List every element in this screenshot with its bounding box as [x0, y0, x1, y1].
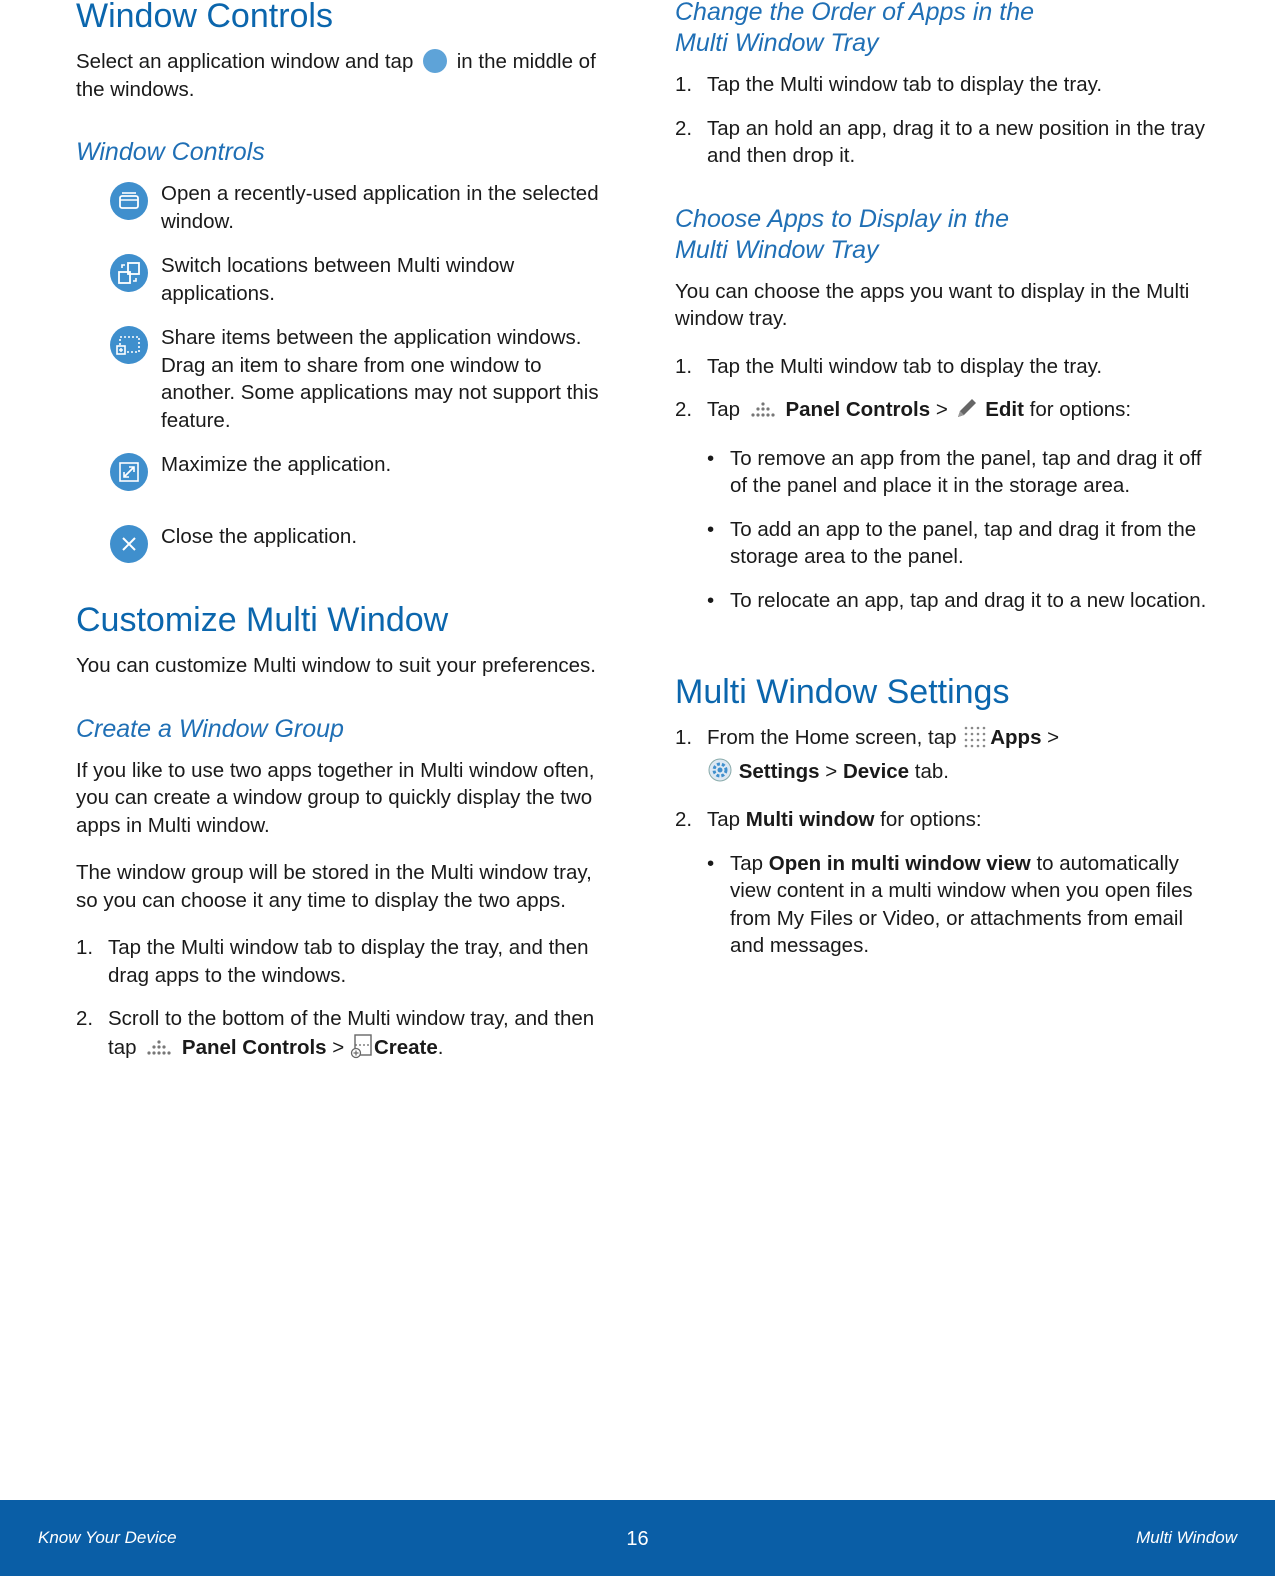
settings-heading: Multi Window Settings [675, 673, 1010, 711]
control-share [76, 324, 606, 434]
footer-bar [0, 1500, 1275, 1576]
choose-bullets [675, 445, 1215, 615]
step-text: Tap the Multi window tab to display the tray. [707, 354, 1103, 378]
order-steps [675, 71, 1215, 170]
control-switch-text: Switch locations between Multi window applications. [161, 254, 515, 305]
control-recent [76, 180, 606, 235]
list-item [76, 1005, 606, 1066]
customize-intro: You can customize Multi window to suit your preferences. [76, 654, 596, 677]
bullet-text: Tap [730, 851, 764, 875]
separator: > [935, 398, 948, 421]
control-close [76, 523, 606, 551]
share-items-icon [110, 326, 148, 364]
edit-label: Edit [985, 398, 1024, 421]
window-controls-subheading: Window Controls [76, 138, 265, 166]
multi-window-label: Multi window [745, 808, 875, 831]
apps-grid-icon [962, 725, 990, 757]
control-maximize-text: Maximize the application. [161, 453, 392, 476]
panel-controls-icon [746, 399, 780, 429]
list-item: • To relocate an app, tap and drag it to a new location. [675, 587, 1215, 615]
settings-bullets [675, 850, 1215, 960]
list-item [675, 353, 1215, 381]
footer-chapter-label: Multi Window [1136, 1528, 1237, 1547]
create-group-subheading: Create a Window Group [76, 714, 344, 743]
step-end: tab. [914, 759, 949, 783]
panel-controls-label: Panel Controls [181, 1035, 327, 1059]
window-controls-heading: Window Controls [76, 0, 333, 35]
step-end: for options: [880, 808, 982, 831]
choose-apps-title-line1: Choose Apps to Display in the [675, 204, 1009, 233]
list-item [675, 115, 1215, 170]
list-item [675, 71, 1215, 99]
step-number: 2. [675, 116, 693, 140]
step-number: 1. [675, 73, 693, 96]
change-order-subheading [675, 0, 1215, 59]
intro-paragraph [76, 48, 606, 103]
left-column [76, 0, 606, 1066]
list-item [675, 396, 1215, 429]
open-in-multi-window-label: Open in multi window view [768, 851, 1031, 875]
right-column [675, 0, 1215, 960]
step-number: 1. [675, 354, 693, 378]
panel-controls-label: Panel Controls [785, 398, 931, 421]
list-item: • To remove an app from the panel, tap and drag it off of the panel and place it in the storage area. [675, 445, 1215, 500]
choose-steps [675, 353, 1215, 429]
change-order-title-line1: Change the Order of Apps in the [675, 0, 1035, 26]
choose-apps-subheading [675, 204, 1215, 266]
settings-steps [675, 724, 1215, 834]
bullet-text: to automatically view content in a multi window when you open files from My Files or Video, or attachments from email and messages. [730, 851, 1193, 957]
step-text: Tap the Multi window tab to display the tray. [707, 73, 1103, 96]
control-maximize [76, 451, 606, 479]
step-text: Tap [707, 808, 741, 831]
step-end: for options: [1029, 398, 1132, 421]
step-number: 2. [675, 808, 693, 831]
footer-section-label: Know Your Device [38, 1528, 177, 1547]
choose-apps-title-line2: Multi Window Tray [675, 235, 879, 264]
settings-gear-icon [707, 757, 733, 791]
step-text: Tap [707, 398, 741, 421]
step-text: Tap an hold an app, drag it to a new position in the tray and then drop it. [707, 116, 1206, 167]
step-number: 2. [76, 1007, 94, 1030]
list-item [76, 934, 606, 989]
step-number: 1. [675, 726, 693, 749]
step-text: From the Home screen, tap [707, 726, 957, 749]
step-text: Tap the Multi window tab to display the tray, and then drag apps to the windows. [108, 936, 589, 987]
group-paragraph-2: The window group will be stored in the Multi window tray, so you can choose it any time to display the two apps. [76, 861, 592, 912]
maximize-icon [110, 453, 148, 491]
control-switch [76, 252, 606, 307]
choose-intro: You can choose the apps you want to display in the Multi window tray. [675, 279, 1190, 330]
group-paragraph-1: If you like to use two apps together in Multi window often, you can create a window group to quickly display the two apps in Multi window. [76, 758, 595, 837]
list-item [675, 724, 1215, 790]
list-item [675, 850, 1215, 960]
step-text: Scroll to the bottom of the Multi window tray, and then tap [108, 1007, 595, 1059]
recent-apps-icon [110, 182, 148, 220]
close-icon [110, 525, 148, 563]
list-item: • To add an app to the panel, tap and drag it from the storage area to the panel. [675, 516, 1215, 571]
intro-text-after: in the middle of the windows. [76, 50, 596, 101]
control-share-text: Share items between the application windows. Drag an item to share from one window to another. Some applications may not support this feature. [161, 326, 599, 432]
window-controls-dot-icon [423, 49, 447, 73]
create-icon [350, 1033, 374, 1067]
control-recent-text: Open a recently-used application in the selected window. [161, 182, 599, 233]
apps-label: Apps [990, 726, 1042, 749]
intro-text-before: Select an application window and tap [76, 50, 414, 73]
step-number: 1. [76, 936, 94, 959]
step-number: 2. [675, 398, 693, 421]
separator: > [825, 759, 838, 783]
panel-controls-icon [142, 1037, 176, 1067]
change-order-title-line2: Multi Window Tray [675, 29, 879, 57]
customize-heading: Customize Multi Window [76, 601, 449, 639]
page-number: 16 [626, 1528, 649, 1550]
group-steps [76, 934, 606, 1066]
step-end: . [437, 1035, 444, 1059]
separator: > [1047, 726, 1060, 749]
settings-label: Settings [738, 759, 820, 783]
separator: > [332, 1035, 345, 1059]
create-label: Create [373, 1035, 438, 1059]
control-close-text: Close the application. [161, 524, 358, 548]
edit-pencil-icon [954, 397, 980, 429]
switch-windows-icon [110, 254, 148, 292]
list-item [675, 806, 1215, 834]
device-label: Device [842, 759, 910, 783]
